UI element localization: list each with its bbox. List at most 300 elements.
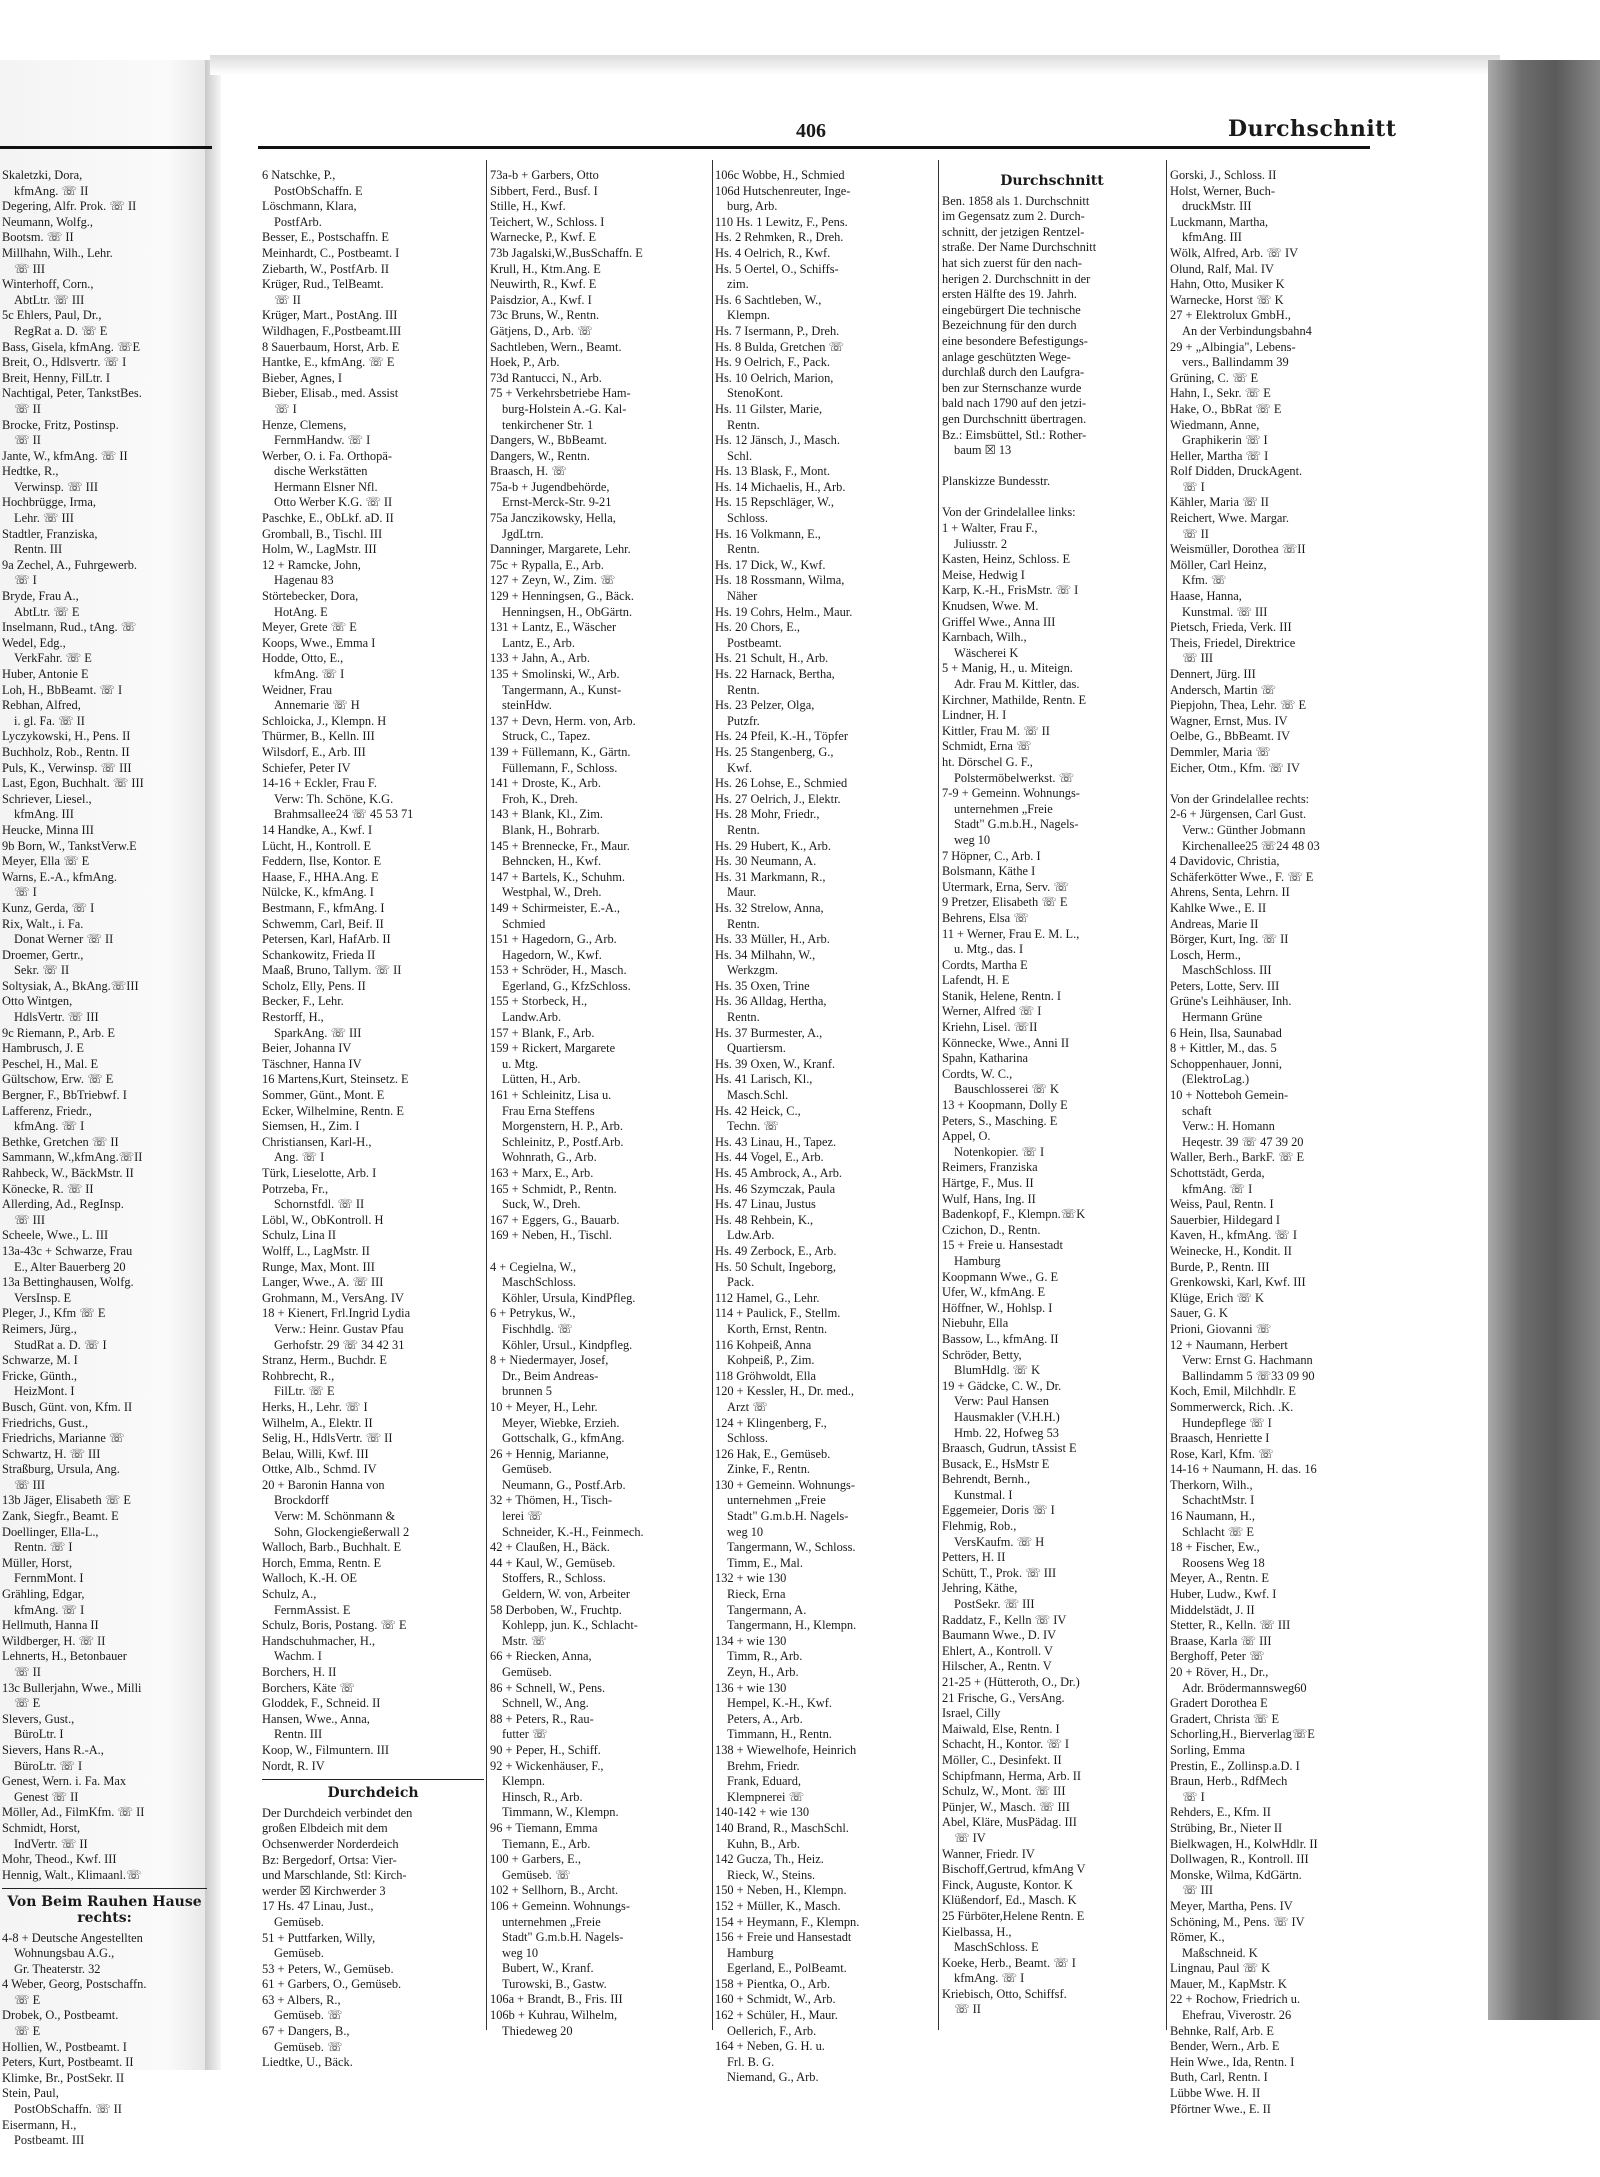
directory-line: RegRat a. D. ☏ E: [14, 323, 108, 338]
section-heading: Durchschnitt: [1000, 173, 1104, 189]
directory-line: Hs. 30 Neumann, A.: [715, 854, 817, 869]
directory-line: Hundepflege ☏ I: [1182, 1415, 1272, 1430]
directory-line: MaschSchloss.: [502, 1275, 576, 1290]
directory-line: brunnen 5: [502, 1384, 552, 1399]
directory-line: Behnke, Ralf, Arb. E: [1170, 2023, 1274, 2038]
directory-line: i. gl. Fa. ☏ II: [14, 713, 85, 728]
directory-line: 75 + Verkehrsbetriebe Ham-: [490, 386, 631, 401]
directory-line: 149 + Schirmeister, E.-A.,: [490, 900, 621, 915]
directory-line: Römer, K.,: [1170, 1930, 1225, 1945]
directory-line: Kittler, Frau M. ☏ II: [942, 723, 1050, 738]
directory-line: 17 Hs. 47 Linau, Just.,: [262, 1899, 374, 1914]
directory-line: 9b Born, W., TankstVerw.E: [2, 838, 137, 853]
directory-line: Hs. 33 Müller, H., Arb.: [715, 932, 830, 947]
directory-line: Meyer, A., Rentn. E: [1170, 1571, 1269, 1586]
directory-line: Stadt" G.m.b.H., Nagels-: [954, 817, 1079, 832]
directory-line: Rieck, Erna: [727, 1587, 786, 1602]
directory-line: Borchers, Käte ☏: [262, 1680, 355, 1695]
directory-line: Rentn. ☏ I: [14, 1540, 73, 1555]
directory-line: Sohn, Glockengießerwall 2: [274, 1524, 410, 1539]
directory-line: Ben. 1858 als 1. Durchschnitt: [942, 193, 1090, 208]
directory-line: Hs. 9 Oelrich, F., Pack.: [715, 355, 830, 370]
directory-line: Ochsenwerder Norderdeich: [262, 1836, 399, 1851]
directory-line: Hs. 24 Pfeil, K.-H., Töpfer: [715, 729, 848, 744]
directory-line: Zinke, F., Rentn.: [727, 1462, 810, 1477]
directory-line: Restorff, H.,: [262, 1010, 324, 1025]
directory-line: Klüge, Erich ☏ K: [1170, 1290, 1264, 1305]
directory-line: Oellerich, F., Arb.: [727, 2023, 817, 2038]
directory-line: Prestin, E., Zollinsp.a.D. I: [1170, 1758, 1300, 1773]
directory-line: Raddatz, F., Kelln ☏ IV: [942, 1612, 1067, 1627]
directory-line: Lingnau, Paul ☏ K: [1170, 1961, 1271, 1976]
directory-line: 106d Hutschenreuter, Inge-: [715, 183, 851, 198]
directory-line: anlage geschützten Wege-: [942, 349, 1071, 364]
directory-line: Westphal, W., Dreh.: [502, 885, 602, 900]
directory-line: Strübing, Br., Nieter II: [1170, 1820, 1283, 1835]
directory-line: kfmAng. ☏ I: [14, 1602, 85, 1617]
directory-line: 21-25 + (Hütteroth, O., Dr.): [942, 1675, 1080, 1689]
directory-column-3: [715, 168, 935, 2086]
directory-line: Czichon, D., Rentn.: [942, 1222, 1041, 1237]
directory-line: Peters, Kurt, Postbeamt. II: [2, 2055, 134, 2070]
directory-line: Handschuhmacher, H.,: [262, 1633, 376, 1648]
directory-line: Störtebecker, Dora,: [262, 589, 359, 604]
directory-line: Ottke, Alb., Schmd. IV: [262, 1462, 377, 1477]
directory-line: Hs. 45 Ambrock, A., Arb.: [715, 1166, 843, 1180]
directory-line: Heller, Martha ☏ I: [1170, 448, 1269, 463]
directory-line: Hs. 35 Oxen, Trine: [715, 978, 810, 993]
directory-line: Heqestr. 39 ☏ 47 39 20: [1182, 1134, 1304, 1149]
directory-line: 4 + Cegielna, W.,: [490, 1259, 577, 1274]
directory-line: 75c + Rypalla, E., Arb.: [490, 557, 604, 572]
section-heading: Von Beim Rauhen Hause rechts:: [7, 1894, 202, 1926]
directory-line: Kaven, H., kfmAng. ☏ I: [1170, 1228, 1297, 1243]
directory-line: Bischoff,Gertrud, kfmAng V: [942, 1862, 1086, 1877]
directory-line: Postbeamt. III: [14, 2133, 85, 2148]
directory-line: straße. Der Name Durchschnitt: [942, 240, 1097, 255]
directory-line: 131 + Lantz, E., Wäscher: [490, 620, 617, 635]
directory-line: Gemüseb.: [502, 1665, 552, 1679]
directory-line: Peters, S., Masching. E: [942, 1113, 1058, 1128]
directory-line: Rentn.: [727, 417, 760, 432]
directory-line: Meyer, Wiebke, Erzieh.: [502, 1415, 620, 1430]
directory-line: Blank, H., Bohrarb.: [502, 822, 600, 837]
directory-line: Kasten, Heinz, Schloss. E: [942, 552, 1071, 567]
directory-line: Christiansen, Karl-H.,: [262, 1134, 372, 1149]
directory-line: Hs. 44 Vogel, E., Arb.: [715, 1150, 824, 1165]
directory-line: hat sich zuerst für den nach-: [942, 255, 1083, 270]
directory-line: Thürmer, B., Kelln. III: [262, 729, 375, 744]
directory-line: Bieber, Elisab., med. Assist: [262, 386, 399, 401]
directory-line: Stadt" G.m.b.H. Nagels-: [502, 1930, 624, 1945]
directory-line: 90 + Peper, H., Schiff.: [490, 1742, 601, 1757]
directory-line: Schulz, Boris, Postang. ☏ E: [262, 1618, 407, 1633]
directory-line: Badenkopf, F., Klempn.☏K: [942, 1207, 1086, 1222]
directory-line: Grüning, C. ☏ E: [1170, 370, 1259, 385]
directory-line: Bezeichnung für den durch: [942, 318, 1077, 333]
directory-line: Lehr. ☏ III: [14, 511, 74, 526]
directory-line: 106b + Kuhrau, Wilhelm,: [490, 2008, 618, 2023]
directory-line: lerei ☏: [502, 1509, 543, 1524]
directory-line: 164 + Neben, G. H. u.: [715, 2039, 825, 2054]
directory-line: Hermann Elsner Nfl.: [274, 479, 378, 494]
directory-line: Krull, H., Ktm.Ang. E: [490, 261, 601, 276]
directory-line: 124 + Klingenberg, F.,: [715, 1415, 827, 1430]
directory-line: Hs. 41 Larisch, Kl.,: [715, 1072, 813, 1087]
directory-line: weg 10: [727, 1524, 764, 1539]
directory-line: futter ☏: [502, 1727, 548, 1742]
directory-line: tenkirchener Str. 1: [502, 417, 594, 432]
directory-line: ☏ E: [14, 1992, 41, 2007]
directory-line: Reimers, Jürg.,: [2, 1321, 77, 1336]
directory-line: 5 + Manig, H., u. Miteign.: [942, 661, 1073, 676]
directory-line: 163 + Marx, E., Arb.: [490, 1166, 594, 1180]
directory-line: Luckmann, Martha,: [1170, 214, 1269, 229]
directory-line: Gültschow, Erw. ☏ E: [2, 1072, 114, 1087]
directory-line: Reimers, Franziska: [942, 1160, 1038, 1175]
directory-line: Schleinitz, P., Postf.Arb.: [502, 1134, 624, 1149]
directory-line: Ufer, W., kfmAng. E: [942, 1285, 1046, 1300]
directory-line: Hs. 8 Bulda, Gretchen ☏: [715, 339, 845, 354]
directory-line: ☏ III: [14, 261, 45, 276]
directory-line: Techn. ☏: [727, 1119, 779, 1134]
directory-line: Donat Werner ☏ II: [14, 932, 114, 947]
directory-line: Korth, Ernst, Rentn.: [727, 1321, 828, 1336]
directory-line: Monske, Wilma, KdGärtn.: [1170, 1867, 1302, 1882]
directory-line: Schorling,H., Bierverlag☏E: [1170, 1727, 1315, 1742]
left-page-fragment-column: [2, 168, 207, 2149]
directory-line: ☏ II: [14, 401, 41, 416]
directory-line: Schl.: [727, 448, 753, 463]
directory-line: Bassow, L., kfmAng. II: [942, 1331, 1059, 1346]
directory-line: Warns, E.-A., kfmAng.: [2, 869, 117, 884]
directory-line: Becker, F., Lehr.: [262, 994, 344, 1009]
directory-line: Bethke, Gretchen ☏ II: [2, 1134, 119, 1149]
directory-line: Sommerwerck, Rich. .K.: [1170, 1399, 1294, 1414]
directory-line: 42 + Claußen, H., Bäck.: [490, 1540, 610, 1555]
directory-line: Morgenstern, H. P., Arb.: [502, 1119, 623, 1134]
directory-line: Kohpeiß, P., Zim.: [727, 1353, 815, 1368]
directory-line: MaschSchloss. E: [954, 1940, 1039, 1955]
directory-line: 18 + Fischer, Ew.,: [1170, 1540, 1260, 1555]
directory-line: BlumHdlg. ☏ K: [954, 1363, 1041, 1378]
directory-line: Schwartz, H. ☏ III: [2, 1446, 101, 1461]
directory-line: SparkAng. ☏ III: [274, 1025, 362, 1040]
directory-line: Stein, Paul,: [2, 2086, 59, 2101]
directory-line: Sauer, G. K: [1170, 1306, 1229, 1321]
directory-line: Weiss, Paul, Rentn. I: [1170, 1197, 1274, 1212]
directory-line: ☏ I: [14, 885, 37, 900]
directory-line: Ziebarth, W., PostfArb. II: [262, 261, 389, 276]
directory-line: Krüger, Mart., PostAng. III: [262, 308, 398, 323]
directory-line: Timmann, W., Klempn.: [502, 1805, 619, 1820]
directory-line: Peters, A., Arb.: [727, 1711, 803, 1726]
directory-line: Schriever, Liesel.,: [2, 791, 92, 806]
directory-line: 21 Frische, G., VersAng.: [942, 1690, 1065, 1705]
directory-line: Rolf Didden, DruckAgent.: [1170, 464, 1303, 479]
directory-line: Walloch, Barb., Buchhalt. E: [262, 1540, 402, 1555]
directory-line: Niebuhr, Ella: [942, 1316, 1009, 1331]
directory-line: Eicher, Otm., Kfm. ☏ IV: [1170, 760, 1300, 775]
directory-line: Gradert, Christa ☏ E: [1170, 1711, 1280, 1726]
directory-line: Gromball, B., Tischl. III: [262, 526, 383, 541]
directory-line: 129 + Henningsen, G., Bäck.: [490, 589, 634, 604]
directory-line: Winterhoff, Corn.,: [2, 277, 94, 292]
directory-line: Schankowitz, Frieda II: [262, 947, 376, 962]
directory-line: Wilhelm, A., Elektr. II: [262, 1415, 373, 1430]
directory-line: 127 + Zeyn, W., Zim. ☏: [490, 573, 616, 588]
directory-line: Andersch, Martin ☏: [1170, 682, 1276, 697]
directory-line: Hs. 48 Rehbein, K.,: [715, 1212, 814, 1227]
directory-line: 116 Kohpeiß, Anna: [715, 1337, 812, 1352]
directory-line: kfmAng. ☏ II: [14, 183, 89, 198]
directory-line: 118 Gröhwoldt, Ella: [715, 1368, 817, 1383]
directory-line: Hoek, P., Arb.: [490, 355, 560, 370]
directory-line: Baumann Wwe., D. IV: [942, 1628, 1057, 1643]
directory-line: Kunstmal. I: [954, 1487, 1013, 1502]
directory-line: gen Durchschnitt übertragen.: [942, 411, 1087, 426]
directory-line: Lindner, H. I: [942, 708, 1007, 723]
directory-line: 2-6 + Jürgensen, Carl Gust.: [1170, 807, 1307, 822]
directory-line: Schlacht ☏ E: [1182, 1524, 1254, 1539]
directory-line: 53 + Peters, W., Gemüseb.: [262, 1961, 394, 1976]
directory-line: Meyer, Grete ☏ E: [262, 620, 357, 635]
directory-line: Rehders, E., Kfm. II: [1170, 1805, 1271, 1820]
directory-line: Stadt" G.m.b.H. Nagels-: [727, 1509, 849, 1524]
directory-line: Kunstmal. ☏ III: [1182, 604, 1268, 619]
directory-line: Pleger, J., Kfm ☏ E: [2, 1306, 106, 1321]
directory-line: Verw.: Günther Jobmann: [1182, 822, 1306, 837]
directory-line: Börger, Kurt, Ing. ☏ II: [1170, 932, 1289, 947]
directory-line: Henningsen, H., ObGärtn.: [502, 604, 633, 619]
directory-line: 10 + Notteboh Gemein-: [1170, 1088, 1289, 1103]
directory-line: Rentn.: [727, 822, 760, 837]
directory-line: BüroLtr. I: [14, 1727, 64, 1742]
directory-line: Zank, Siegfr., Beamt. E: [2, 1509, 119, 1524]
directory-line: Stoffers, R., Schloss.: [502, 1571, 606, 1586]
directory-line: Bz: Bergedorf, Ortsa: Vier-: [262, 1852, 397, 1867]
directory-line: Buth, Carl, Rentn. I: [1170, 2070, 1268, 2085]
directory-line: Dennert, Jürg. III: [1170, 667, 1256, 681]
directory-line: Hs. 6 Sachtleben, W.,: [715, 292, 822, 307]
directory-line: 106c Wobbe, H., Schmied: [715, 168, 845, 182]
directory-line: Hs. 23 Pelzer, Olga,: [715, 698, 815, 713]
directory-line: Loh, H., BbBeamt. ☏ I: [2, 682, 123, 697]
directory-line: Frank, Eduard,: [727, 1774, 801, 1789]
directory-line: Wedel, Edg.,: [2, 635, 66, 650]
running-head: Durchschnitt: [1228, 116, 1397, 142]
directory-line: Sachtleben, Wern., Beamt.: [490, 339, 622, 354]
directory-line: Möller, Carl Heinz,: [1170, 557, 1267, 572]
directory-line: Grüne's Leihhäuser, Inh.: [1170, 994, 1292, 1009]
directory-line: Verw.: H. Homann: [1182, 1119, 1275, 1134]
directory-line: Hagenau 83: [274, 573, 334, 588]
directory-line: Schulz, W., Mont. ☏ III: [942, 1784, 1066, 1799]
directory-line: Hilscher, A., Rentn. V: [942, 1659, 1052, 1674]
directory-line: Hs. 10 Oelrich, Marion,: [715, 370, 834, 385]
directory-line: Appel, O.: [942, 1129, 991, 1144]
directory-line: Last, Egon, Buchhalt. ☏ III: [2, 776, 144, 791]
directory-line: ☏ I: [1182, 479, 1205, 494]
directory-line: unternehmen „Freie: [954, 801, 1053, 816]
directory-line: Schwemm, Carl, Beif. II: [262, 916, 384, 931]
directory-line: Hs. 15 Repschläger, W.,: [715, 495, 834, 510]
directory-line: 112 Hamel, G., Lehr.: [715, 1290, 820, 1305]
directory-line: baum ☒ 13: [954, 443, 1012, 458]
directory-line: Sauerbier, Hildegard I: [1170, 1212, 1280, 1227]
directory-line: 27 + Elektrolux GmbH.,: [1170, 308, 1291, 323]
directory-line: Hs. 22 Harnack, Bertha,: [715, 667, 835, 681]
directory-line: Täschner, Hanna IV: [262, 1056, 362, 1071]
directory-line: Arzt ☏: [727, 1399, 768, 1414]
directory-line: Hs. 18 Rossmann, Wilma,: [715, 573, 845, 588]
directory-line: Abel, Kläre, MusPädag. III: [942, 1815, 1077, 1830]
directory-line: Schäferkötter Wwe., F. ☏ E: [1170, 869, 1314, 884]
directory-line: PostSekr. ☏ III: [954, 1597, 1035, 1612]
directory-line: Nachtigal, Peter, TankstBes.: [2, 386, 142, 401]
directory-line: Niemand, G., Arb.: [727, 2070, 819, 2085]
page-number: 406: [796, 120, 826, 142]
directory-line: weg 10: [954, 832, 991, 847]
directory-line: Soltysiak, A., BkAng.☏III: [2, 978, 139, 993]
directory-line: 9c Riemann, P., Arb. E: [2, 1025, 115, 1040]
directory-line: Hochbrügge, Irma,: [2, 495, 96, 510]
directory-line: Danninger, Margarete, Lehr.: [490, 542, 631, 557]
directory-line: Heucke, Minna III: [2, 822, 94, 837]
directory-line: Rentn.: [727, 542, 760, 557]
directory-line: 161 + Schleinitz, Lisa u.: [490, 1088, 612, 1103]
directory-line: Kuhn, B., Arb.: [727, 1836, 800, 1851]
directory-line: Ang. ☏ I: [274, 1150, 325, 1165]
directory-line: Petersen, Karl, HafArb. II: [262, 932, 391, 947]
directory-line: Hs. 37 Burmester, A.,: [715, 1025, 823, 1040]
column-divider: [1166, 160, 1167, 2030]
directory-line: Ehefrau, Viverostr. 26: [1182, 2008, 1292, 2023]
directory-line: Sibbert, Ferd., Busf. I: [490, 183, 598, 198]
directory-line: 150 + Neben, H., Klempn.: [715, 1883, 847, 1898]
directory-line: Otto Werber K.G. ☏ II: [274, 495, 393, 510]
directory-line: Behncken, H., Kwf.: [502, 854, 602, 869]
directory-line: Horch, Emma, Rentn. E: [262, 1555, 382, 1570]
directory-line: Bootsm. ☏ II: [2, 230, 74, 245]
directory-line: Jehring, Käthe,: [942, 1581, 1018, 1596]
directory-line: Hs. 11 Gilster, Marie,: [715, 401, 823, 416]
directory-line: 12 + Ramcke, John,: [262, 557, 361, 572]
directory-line: 139 + Füllemann, K., Gärtn.: [490, 744, 631, 759]
directory-line: Klempnerei ☏: [727, 1789, 805, 1804]
directory-line: Andreas, Marie II: [1170, 916, 1259, 931]
directory-line: Pietsch, Frieda, Verk. III: [1170, 620, 1292, 635]
directory-line: Genest, Wern. i. Fa. Max: [2, 1774, 127, 1789]
directory-line: Hs. 26 Lohse, E., Schmied: [715, 776, 848, 791]
directory-line: 5c Ehlers, Paul, Dr.,: [2, 308, 102, 323]
directory-line: Köhler, Ursula, KindPfleg.: [502, 1290, 636, 1305]
directory-line: Polstermöbelwerkst. ☏: [954, 770, 1075, 785]
directory-line: AbtLtr. ☏ III: [14, 292, 85, 307]
directory-line: Hennig, Walt., Klimaanl.☏: [2, 1867, 142, 1882]
directory-line: FernmHandw. ☏ I: [274, 433, 371, 448]
directory-line: Stranz, Herm., Buchdr. E: [262, 1353, 387, 1368]
directory-line: Gemüseb.: [502, 1462, 552, 1477]
directory-line: Wohnrath, G., Arb.: [502, 1150, 597, 1165]
directory-line: Braun, Herb., RdfMech: [1170, 1774, 1288, 1789]
directory-line: Hs. 32 Strelow, Anna,: [715, 900, 824, 915]
directory-line: BüroLtr. ☏ I: [14, 1758, 83, 1773]
directory-line: 92 + Wickenhäuser, F.,: [490, 1758, 604, 1773]
directory-line: ☏ E: [14, 1696, 41, 1711]
directory-line: Stille, H., Kwf.: [490, 199, 566, 214]
directory-line: Hollien, W., Postbeamt. I: [2, 2039, 127, 2054]
directory-line: Selig, H., HdlsVertr. ☏ II: [262, 1431, 393, 1446]
directory-line: [942, 490, 1162, 506]
directory-line: Annemarie ☏ H: [274, 698, 360, 713]
directory-line: Weinecke, H., Kondit. II: [1170, 1243, 1292, 1258]
directory-line: Bender, Wern., Arb. E: [1170, 2039, 1280, 2054]
directory-line: Hs. 20 Chors, E.,: [715, 620, 801, 635]
directory-line: 106a + Brandt, B., Fris. III: [490, 1992, 623, 2007]
directory-line: Lehnerts, H., Betonbauer: [2, 1649, 127, 1664]
directory-line: Suck, W., Dreh.: [502, 1197, 581, 1212]
directory-line: Spahn, Katharina: [942, 1051, 1029, 1066]
directory-line: Juliusstr. 2: [954, 536, 1008, 551]
directory-line: Hs. 31 Markmann, R.,: [715, 869, 826, 884]
directory-line: Hs. 14 Michaelis, H., Arb.: [715, 479, 846, 494]
directory-line: Wachm. I: [274, 1649, 322, 1664]
directory-line: Froh, K., Dreh.: [502, 791, 578, 806]
directory-line: durchlaß durch den Laufgra-: [942, 365, 1085, 380]
directory-line: steinHdw.: [502, 698, 552, 713]
directory-line: Rix, Walt., i. Fa.: [2, 916, 84, 931]
directory-line: 44 + Kaul, W., Gemüseb.: [490, 1555, 616, 1570]
directory-line: 157 + Blank, F., Arb.: [490, 1025, 595, 1040]
directory-line: Klempn.: [502, 1774, 546, 1789]
directory-line: Gemüseb. ☏: [274, 2039, 343, 2054]
directory-column-2: [490, 168, 710, 2039]
directory-line: Warnecke, Horst ☏ K: [1170, 292, 1284, 307]
directory-line: 22 + Rochow, Friedrich u.: [1170, 1992, 1301, 2007]
directory-line: Planskizze Bundesstr.: [942, 474, 1051, 489]
directory-line: ☏ I: [1182, 1789, 1205, 1804]
directory-line: Doellinger, Ella-L.,: [2, 1524, 99, 1539]
directory-line: zim.: [727, 277, 749, 292]
directory-line: Braasch, Gudrun, tAssist E: [942, 1441, 1077, 1456]
directory-line: Haase, F., HHA.Ang. E: [262, 869, 379, 884]
directory-line: HotAng. E: [274, 604, 328, 619]
directory-line: Bz.: Eimsbüttel, Stl.: Rother-: [942, 427, 1087, 442]
column-divider: [712, 160, 713, 2030]
directory-line: Gloddek, F., Schneid. II: [262, 1696, 381, 1711]
directory-line: burg, Arb.: [727, 199, 778, 214]
directory-line: 14-16 + Eckler, Frau F.: [262, 776, 377, 791]
directory-line: Breit, O., Hdlsvertr. ☏ I: [2, 355, 127, 370]
directory-line: 132 + wie 130: [715, 1571, 787, 1586]
directory-line: Finck, Auguste, Kontor. K: [942, 1877, 1073, 1892]
directory-line: Puls, K., Verwinsp. ☏ III: [2, 760, 132, 775]
directory-line: Sammann, W.,kfmAng.☏II: [2, 1150, 143, 1165]
directory-line: Droemer, Gertr.,: [2, 947, 84, 962]
directory-line: Wohnungsbau A.G.,: [14, 1946, 115, 1961]
directory-line: Meinhardt, C., Postbeamt. I: [262, 245, 400, 260]
directory-line: Wölk, Alfred, Arb. ☏ IV: [1170, 245, 1299, 260]
directory-line: 4-8 + Deutsche Angestellten: [2, 1930, 143, 1945]
directory-line: Herks, H., Lehr. ☏ I: [262, 1399, 368, 1414]
directory-line: PostObSchaffn. E: [274, 183, 363, 198]
directory-line: Verw: Ernst G. Hachmann: [1182, 1353, 1313, 1368]
directory-line: Schiefer, Peter IV: [262, 760, 351, 775]
directory-line: Braase, Karla ☏ III: [1170, 1633, 1272, 1648]
directory-line: 130 + Gemeinn. Wohnungs-: [715, 1477, 855, 1492]
directory-line: Ernst-Merck-Str. 9-21: [502, 495, 612, 510]
